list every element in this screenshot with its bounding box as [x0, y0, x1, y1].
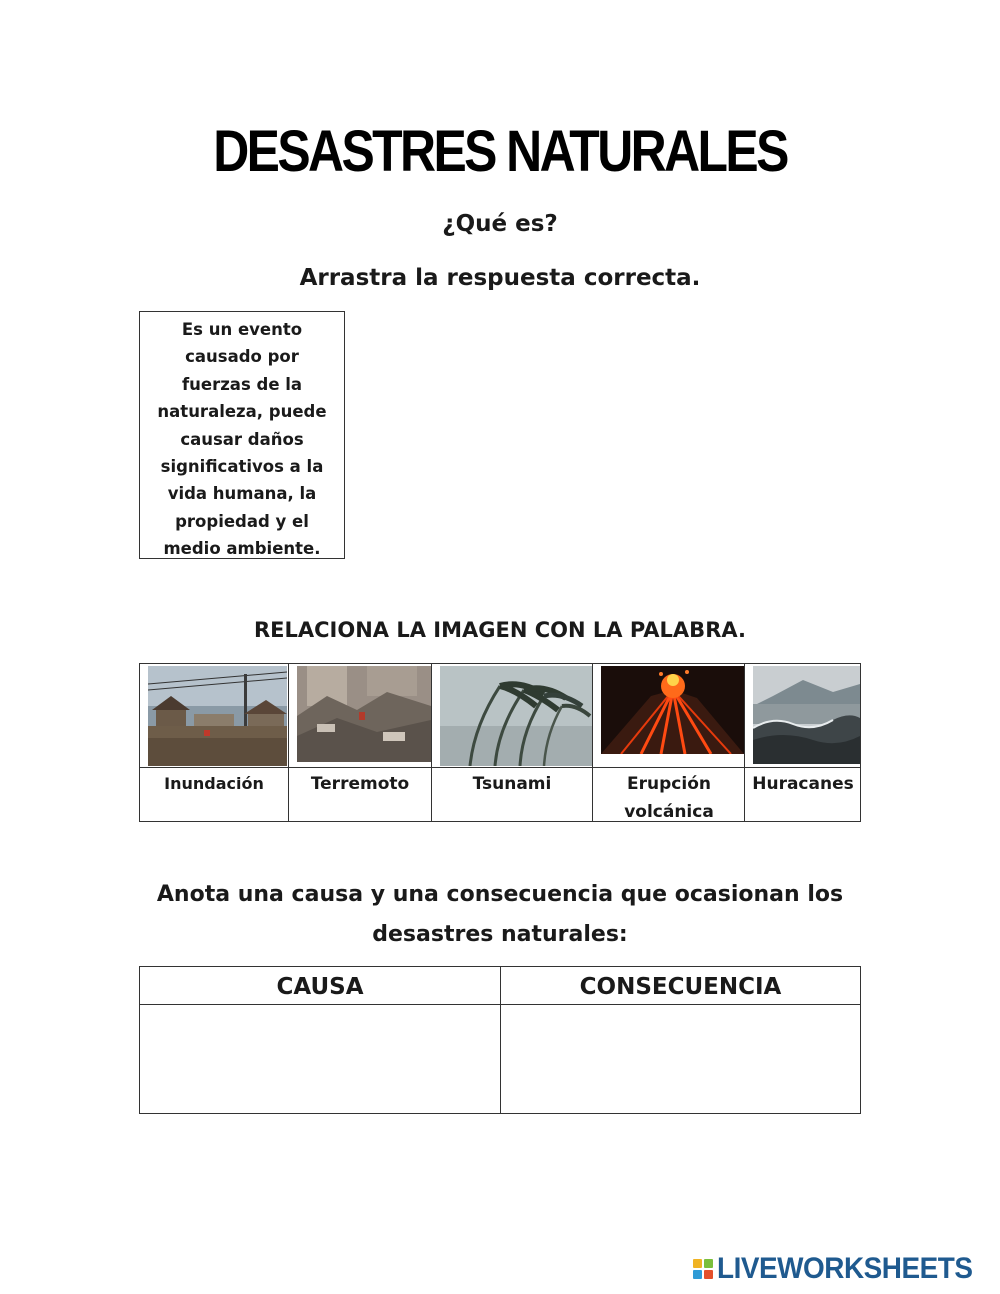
word-huracanes[interactable]: Huracanes — [752, 774, 854, 794]
logo-text: LIVEWORKSHEETS — [717, 1252, 973, 1285]
flood-image — [148, 666, 287, 766]
consecuencia-answer-field[interactable] — [501, 1005, 860, 1113]
matching-title: RELACIONA LA IMAGEN CON LA PALABRA. — [254, 618, 746, 642]
definition-draggable[interactable]: Es un evento causado por fuerzas de la naturaleza, puede causar daños significativos a la vida humana, la propiedad y el medio ambiente. — [139, 311, 345, 559]
causa-header: CAUSA — [276, 974, 364, 1000]
volcano-image — [601, 666, 744, 754]
earthquake-image — [297, 666, 431, 762]
word-inundacion[interactable]: Inundación — [164, 774, 264, 793]
question-heading: ¿Qué es? — [442, 211, 558, 237]
word-tsunami[interactable]: Tsunami — [472, 774, 552, 794]
word-erupcion-volcanica[interactable]: Erupción volcánica — [624, 774, 714, 822]
logo-icon — [693, 1259, 713, 1279]
matching-table — [139, 663, 861, 822]
drag-instruction: Arrastra la respuesta correcta. — [299, 265, 701, 291]
hurricane-image — [440, 666, 592, 766]
liveworksheets-logo — [693, 1254, 992, 1284]
tsunami-image — [753, 666, 860, 764]
cause-effect-table — [139, 966, 861, 1114]
word-terremoto[interactable]: Terremoto — [310, 774, 410, 794]
causa-answer-field[interactable] — [140, 1005, 500, 1113]
cause-effect-prompt: Anota una causa y una consecuencia que ocasionan los desastres naturales: — [156, 882, 844, 947]
consecuencia-header: CONSECUENCIA — [579, 974, 782, 1000]
worksheet-title: DESASTRES NATURALES — [213, 119, 787, 184]
